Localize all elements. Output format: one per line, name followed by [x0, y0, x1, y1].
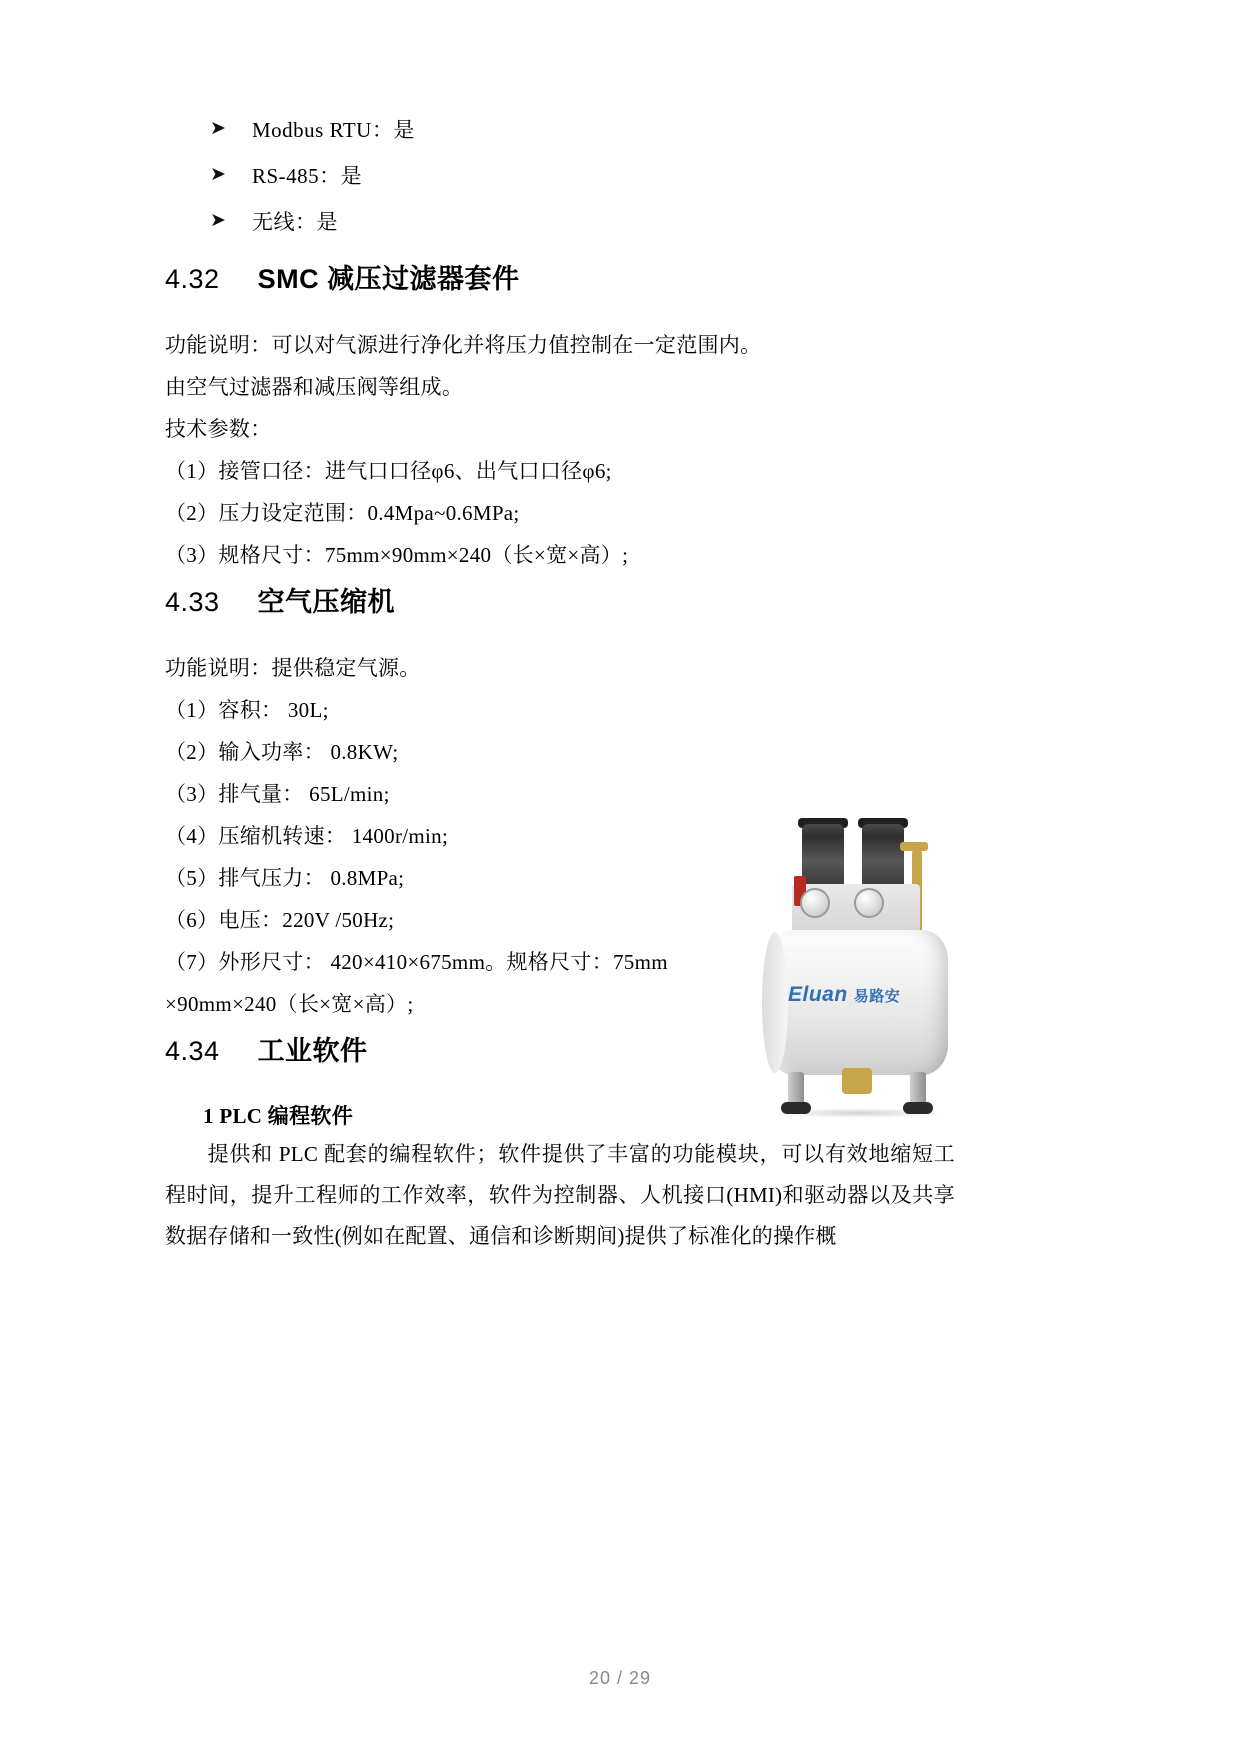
feature-bullet-list: [165, 118, 955, 236]
section-4-32-body: [165, 328, 955, 572]
paragraph: （2）输入功率： 0.8KW;: [165, 739, 399, 764]
sub-heading-plc: 1 PLC 编程软件: [203, 1103, 353, 1128]
brand-name-cn: 易路安: [853, 987, 901, 1005]
page-number: 20 / 29: [588, 1668, 652, 1688]
paragraph: [165, 1134, 955, 1257]
paragraph: （2）压力设定范围：0.4Mpa~0.6MPa;: [165, 500, 520, 525]
paragraph-wrap: ×90mm×240（长×宽×高）;: [165, 991, 414, 1016]
drain-valve: [842, 1068, 872, 1094]
heading-title: SMC 减压过滤器套件: [257, 263, 520, 294]
paragraph: （5）排气压力： 0.8MPa;: [165, 865, 405, 890]
list-item: [210, 118, 955, 143]
list-item: [210, 210, 955, 235]
arrow-bullet-icon: ➤: [210, 118, 226, 139]
paragraph-text: 提供和 PLC 配套的编程软件；软件提供了丰富的功能模块，可以有效地缩短工程时间，提升工程师的工作效率，软件为控制器、人机接口(HMI)和驱动器以及共享数据存储和一致性(例如在配置、通信和诊断期间)提供了标准化的操作概: [165, 1141, 955, 1248]
section-4-34-body: [165, 1100, 955, 1257]
paragraph: （7）外形尺寸： 420×410×675mm。规格尺寸：75mm: [165, 949, 668, 974]
list-item-label: RS-485：是: [252, 164, 363, 189]
motor-right: [862, 824, 904, 886]
paragraph: 功能说明：提供稳定气源。: [165, 655, 421, 680]
air-compressor-photo: [758, 810, 958, 1120]
brand-name: Eluan: [788, 983, 848, 1006]
heading-number: 4.32: [165, 263, 220, 294]
pressure-gauge-right: [854, 888, 884, 918]
brand-logo: [788, 978, 928, 1012]
heading-4-32: [165, 257, 955, 296]
page-footer: [0, 1668, 1240, 1689]
air-tank-end-cap: [762, 932, 788, 1073]
list-item-label: Modbus RTU：是: [252, 118, 415, 142]
paragraph: 功能说明：可以对气源进行净化并将压力值控制在一定范围内。: [165, 332, 762, 357]
photo-shadow: [774, 1108, 944, 1118]
paragraph: （3）排气量： 65L/min;: [165, 781, 390, 806]
list-item: [210, 164, 955, 189]
arrow-bullet-icon: ➤: [210, 210, 226, 232]
heading-title: 工业软件: [257, 1035, 368, 1066]
heading-title: 空气压缩机: [257, 586, 396, 617]
pressure-gauge-left: [800, 888, 830, 918]
paragraph: 技术参数：: [165, 416, 272, 441]
paragraph: （1）接管口径：进气口口径φ6、出气口口径φ6;: [165, 458, 612, 483]
heading-number: 4.33: [165, 586, 220, 617]
arrow-bullet-icon: ➤: [210, 164, 226, 186]
heading-4-33: [165, 580, 955, 619]
heading-number: 4.34: [165, 1035, 220, 1066]
paragraph: （6）电压：220V /50Hz;: [165, 907, 395, 932]
paragraph: （3）规格尺寸：75mm×90mm×240（长×宽×高）;: [165, 542, 629, 567]
paragraph: （1）容积： 30L;: [165, 697, 329, 722]
paragraph: （4）压缩机转速： 1400r/min;: [165, 823, 449, 848]
list-item-label: 无线：是: [252, 210, 338, 235]
paragraph: 由空气过滤器和减压阀等组成。: [165, 374, 464, 399]
motor-left: [802, 824, 844, 886]
